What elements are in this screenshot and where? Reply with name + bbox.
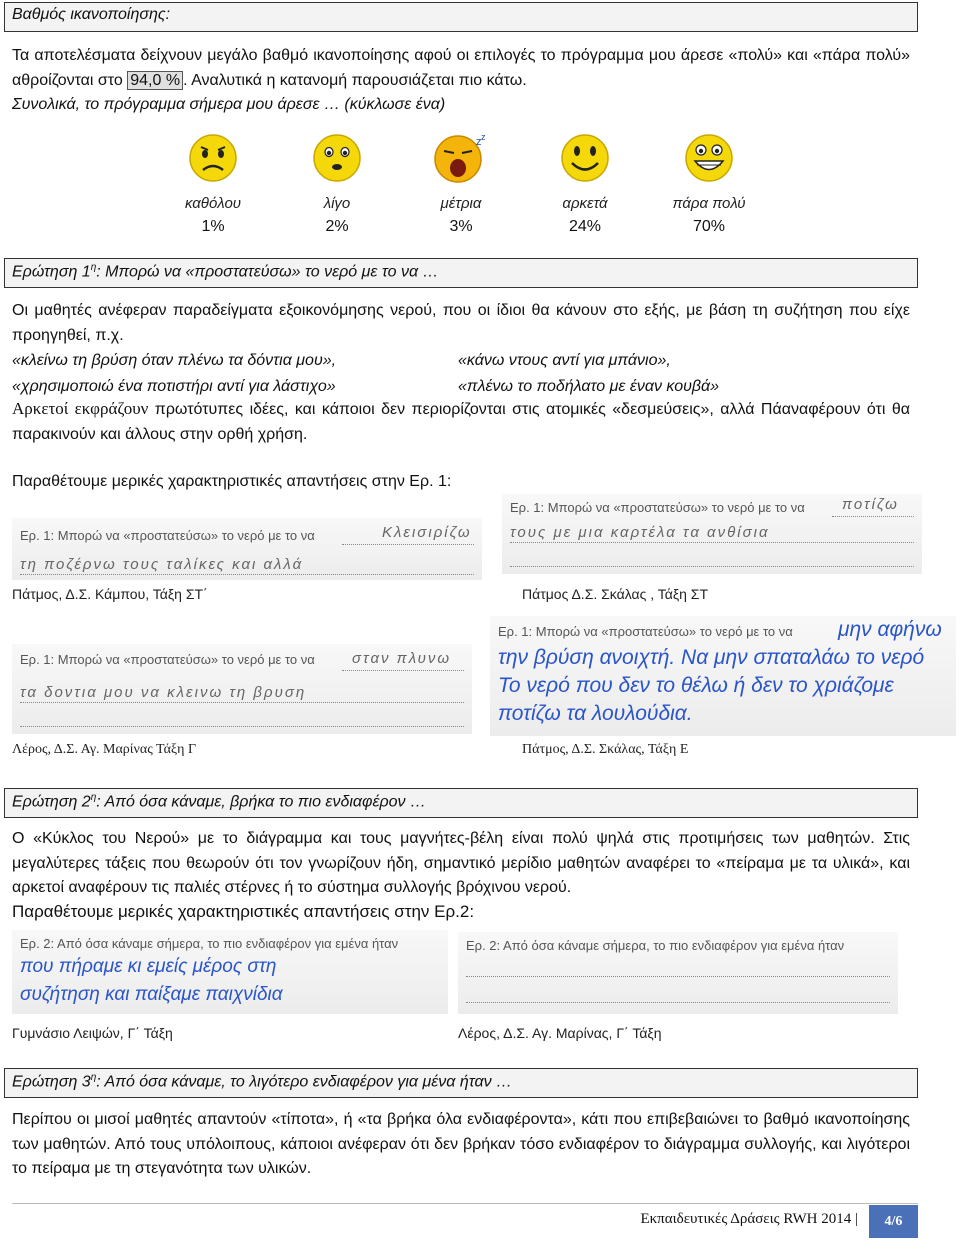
yawning-face-icon: [432, 132, 490, 184]
scan-caption-4: Πάτμος, Δ.Σ. Σκάλας, Τάξη Ε: [522, 742, 689, 757]
svg-text:z: z: [476, 136, 482, 148]
answer-scan-3: Ερ. 1: Μπορώ να «προστατεύσω» το νερό με το να σταν πλυνω τα δοντια μου να κλεινω τη βρυση: [12, 644, 472, 734]
question2-heading: Ερώτηση $2^\eta$: Από όσα κάναμε, βρήκα το πιο ενδιαφέρον …: [4, 788, 918, 818]
rating-none: καθόλου 1%: [148, 132, 278, 236]
q1-paragraph-2: Αρκετοί εκφράζουν πρωτότυπες ιδέες, και κάποιοι δεν περιορίζονται στις ατομικές «δεσμεύσεις», αλλά Πάαναφέρουν ότι θα παρακινούν και άλλους στην ορθή χρήση.: [12, 399, 911, 443]
q3-paragraph: Περίπου οι μισοί μαθητές απαντούν «τίποτα», ή «τα βρήκα όλα ενδιαφέροντα», κάτι που επιβεβαιώνει το βαθμό ικανοποίησης των μαθητών. Από τους υπόλοιπους, κάποιοι ανέφεραν ότι δεν βρήκαν τόσο ενδιαφέρον το διάγραμμα συλλογής, και λιγότεροι το πείραμα με τη στεγανότητα των υλικών.: [12, 1111, 910, 1177]
rating-enough: αρκετά 24%: [520, 132, 650, 236]
smile-face-icon: [559, 132, 611, 184]
answer-scan-4: Ερ. 1: Μπορώ να «προστατεύσω» το νερό με το να μην αφήνω την βρύση ανοιχτή. Να μην σπαταλάω το νερό Το νερό που δεν το θέλω ή δεν το χριάζομε ποτίζω τα λουλούδια.: [490, 616, 956, 736]
rating-very-much: πάρα πολύ 70%: [644, 132, 774, 236]
svg-text:z: z: [481, 132, 486, 142]
rating-moderate: z z μέτρια 3%: [396, 132, 526, 236]
q1-paragraph: Οι μαθητές ανέφεραν παραδείγματα εξοικονόμησης νερού, που οι ίδιοι θα κάνουν στο εξής, με βάση τη συζήτηση που είχε προηγηθεί, π.χ.: [12, 302, 910, 344]
rating-little: λίγο 2%: [272, 132, 402, 236]
sad-face-icon: [187, 132, 239, 184]
answer-scan-5: Ερ. 2: Από όσα κάναμε σήμερα, το πιο ενδιαφέρον για εμένα ήταν που πήραμε κι εμείς μέρος στη συζήτηση και παίξαμε παιχνίδια: [12, 930, 448, 1014]
answer-scan-6: Ερ. 2: Από όσα κάναμε σήμερα, το πιο ενδιαφέρον για εμένα ήταν: [458, 932, 898, 1014]
scan-caption-3: Λέρος, Δ.Σ. Αγ. Μαρίνας Τάξη Γ: [12, 742, 197, 757]
percentage-highlight: 94,0 %: [127, 71, 183, 90]
q2-paragraph: Ο «Κύκλος του Νερού» με το διάγραμμα και τους μαγνήτες-βέλη είναι πολύ ψηλά στις προτιμήσεις των μαθητών. Στις μεγαλύτερες τάξεις που θεωρούν ότι τον γνωρίζουν ήδη, σημαντικό μερίδιο μαθητών αναφέρει το «πείραμα με τα υλικά», και αρκετοί αναφέρουν τις παλιές στέρνες ή το σύστημα συλλογής βρόχινου νερού.: [12, 830, 910, 896]
scan-caption-6: Λέρος, Δ.Σ. Αγ. Μαρίνας, Γ΄ Τάξη: [458, 1025, 662, 1041]
page-number: 4/6: [869, 1205, 918, 1238]
scan-caption-5: Γυμνάσιο Λειψών, Γ΄ Τάξη: [12, 1025, 173, 1041]
grin-face-icon: [683, 132, 735, 184]
satisfaction-heading: Βαθμός ικανοποίησης:: [4, 2, 918, 32]
intro-paragraph: Τα αποτελέσματα δείχνουν μεγάλο βαθμό ικανοποίησης αφού οι επιλογές το πρόγραμμα μου άρεσε «πολύ» και «πάρα πολύ» αθροίζονται στο 94,0 % . Αναλυτικά η κατανομή παρουσιάζεται πιο κάτω. Συνολικά, το πρόγραμμα σήμερα μου άρεσε … (κύκλωσε ένα): [12, 47, 910, 113]
footer-text: Εκπαιδευτικές Δράσεις RWH 2014 |: [640, 1211, 858, 1227]
scan-caption-2: Πάτμος Δ.Σ. Σκάλας , Τάξη ΣΤ: [522, 586, 709, 602]
q1-sample-intro: Παραθέτουμε μερικές χαρακτηριστικές απαντήσεις στην Ερ. 1:: [12, 473, 452, 490]
scan-caption-1: Πάτμος, Δ.Σ. Κάμπου, Τάξη ΣΤ΄: [12, 586, 208, 602]
q2-sample-intro: Παραθέτουμε μερικές χαρακτηριστικές απαντήσεις στην Ερ.2:: [12, 902, 475, 921]
footer-separator: [12, 1203, 918, 1204]
q1-examples-right: «κάνω ντους αντί για μπάνιο», «πλένω το ποδήλατο με έναν κουβά»: [458, 352, 720, 395]
q1-examples-left: «κλείνω τη βρύση όταν πλένω τα δόντια μου», «χρησιμοποιώ ένα ποτιστήρι αντί για λάστιχο»: [12, 352, 337, 395]
neutral-face-icon: [311, 132, 363, 184]
question3-heading: Ερώτηση $3^\eta$: Από όσα κάναμε, το λιγότερο ενδιαφέρον για μένα ήταν …: [4, 1068, 918, 1098]
question1-heading: Ερώτηση $1^\eta$: Μπορώ να «προστατεύσω» το νερό με το να …: [4, 258, 918, 288]
answer-scan-1: Ερ. 1: Μπορώ να «προστατεύσω» το νερό με το να Κλεισιρίζω τη ποζέρνω τους ταλίκες και αλλά: [12, 518, 482, 580]
answer-scan-2: Ερ. 1: Μπορώ να «προστατεύσω» το νερό με το να ποτίζω τους με μια καρτέλα τα ανθίσια: [502, 494, 922, 574]
rating-prompt: Συνολικά, το πρόγραμμα σήμερα μου άρεσε … (κύκλωσε ένα): [12, 96, 446, 113]
